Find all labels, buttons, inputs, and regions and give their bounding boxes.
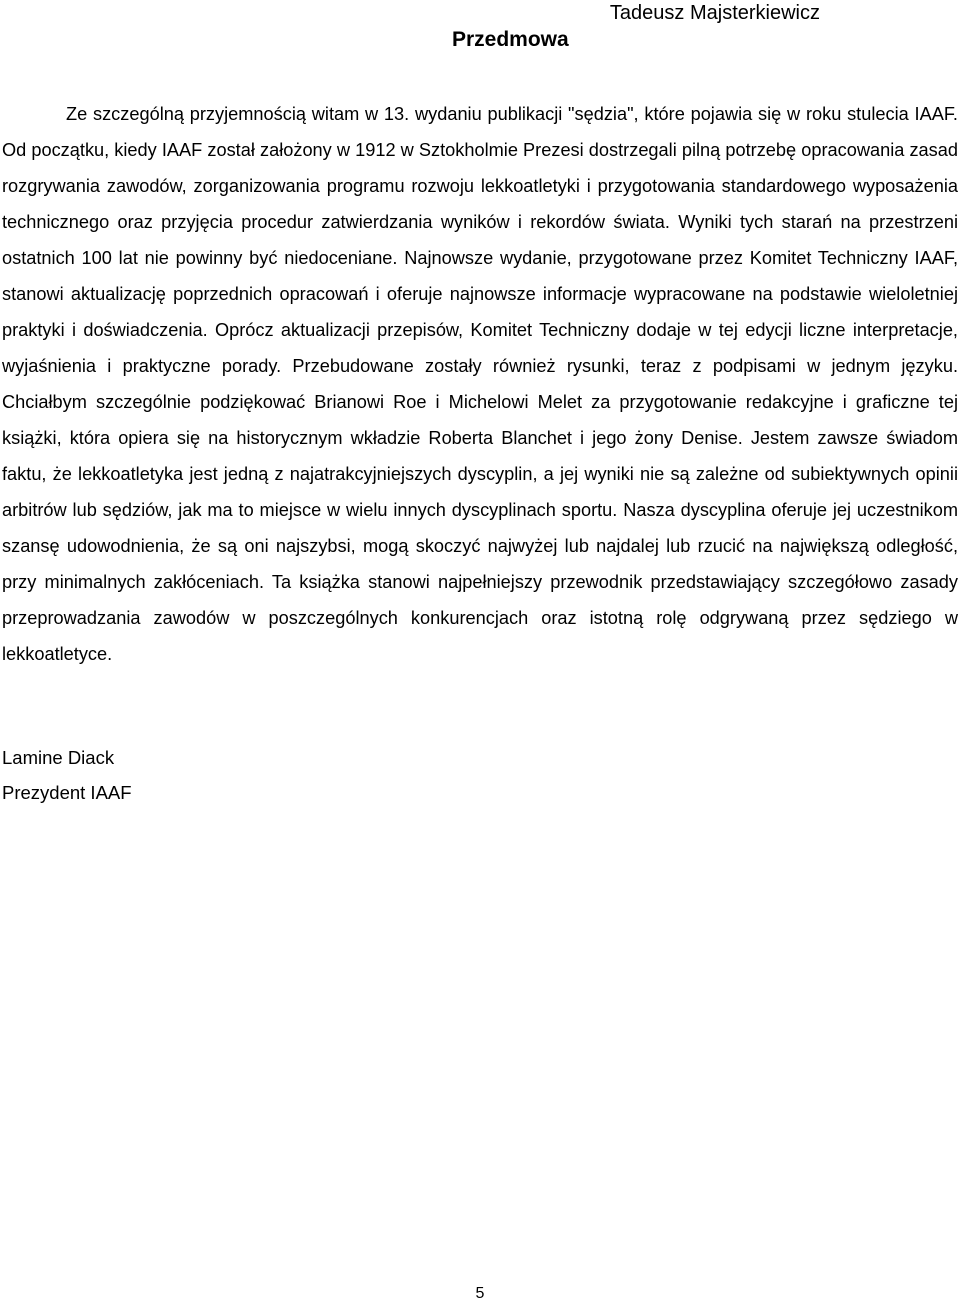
page-title: Przedmowa	[452, 28, 569, 51]
translator-name: Tadeusz Majsterkiewicz	[609, 2, 820, 24]
signature-name: Lamine Diack	[2, 747, 115, 768]
foreword-paragraph: Ze szczególną przyjemnością witam w 13. wydaniu publikacji "sędzia", które pojawia się w roku stulecia IAAF. Od początku, kiedy IAAF został założony w 1912 w Sztokholmie Prezesi dostrzegali pilną potrzebę opracowania zasad rozgrywania zawodów, zorganizowania programu rozwoju lekkoatletyki i przygotowania standardowego wyposażenia technicznego oraz przyjęcia procedur zatwierdzania wyników i rekordów świata. Wyniki tych starań na przestrzeni ostatnich 100 lat nie powinny być niedoceniane. Najnowsze wydanie, przygotowane przez Komitet Techniczny IAAF, stanowi aktualizację poprzednich opracowań i oferuje najnowsze informacje wypracowane na podstawie wieloletniej praktyki i doświadczenia. Oprócz aktualizacji przepisów, Komitet Techniczny dodaje w tej edycji liczne interpretacje, wyjaśnienia i praktyczne porady. Przebudowane zostały również rysunki, teraz z podpisami w jednym języku. Chciałbym szczególnie podziękować Brianowi Roe i Michelowi Melet za przygotowanie redakcyjne i graficzne tej książki, która opiera się na historycznym wkładzie Roberta Blanchet i jego żony Denise. Jestem zawsze świadom faktu, że lekkoatletyka jest jedną z najatrakcyjniejszych dyscyplin, a jej wyniki nie są zależne od subiektywnych opinii arbitrów lub sędziów, jak ma to miejsce w wielu innych dyscyplinach sportu. Nasza dyscyplina oferuje jej uczestnikom szansę udowodnienia, że są oni najszybsi, mogą skoczyć najwyżej lub najdalej lub rzucić na największą odległość, przy minimalnych zakłóceniach. Ta książka stanowi najpełniejszy przewodnik przedstawiający szczegółowo zasady przeprowadzania zawodów w poszczególnych konkurencjach oraz istotną rolę odgrywaną przez sędziego w lekkoatletyce.	[2, 104, 958, 664]
signature-role: Prezydent IAAF	[2, 782, 132, 803]
page-number: 5	[475, 1285, 485, 1302]
foreword-body	[2, 96, 958, 672]
